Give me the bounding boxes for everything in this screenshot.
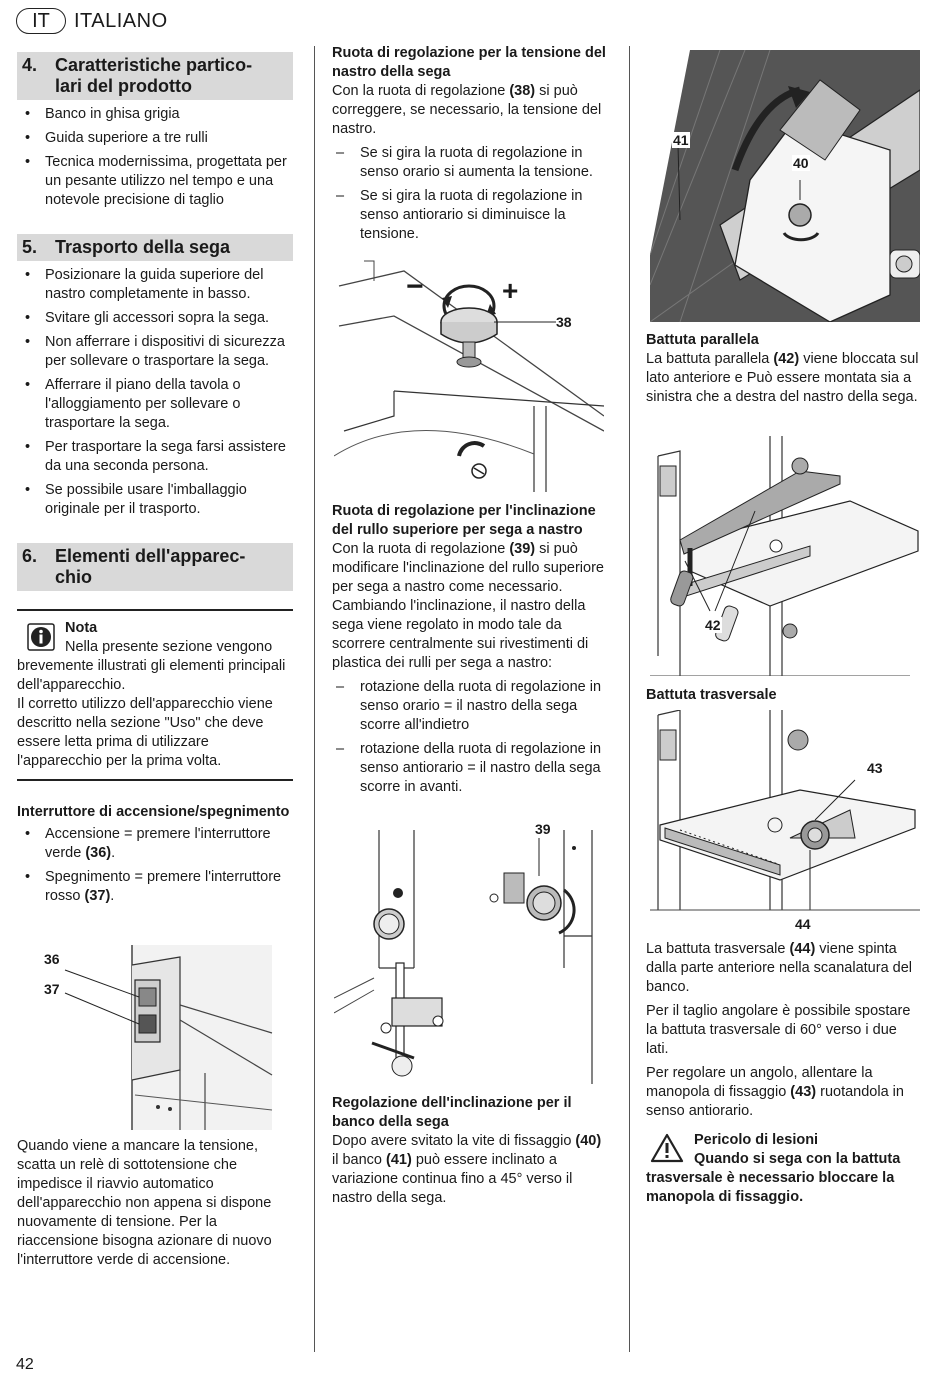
tilt-roller-list	[332, 678, 608, 797]
body-text: il banco	[332, 1152, 387, 1168]
minus-symbol: −	[406, 270, 424, 303]
body-text: viene spinta dalla parte anteriore nella scanalatura del banco.	[646, 941, 913, 995]
body-text: Con la ruota di regolazione	[332, 541, 510, 557]
list-item: – Se si gira la ruota di regolazione in senso orario si aumenta la tensione.	[332, 144, 608, 182]
section-title-line: Caratteristiche partico-	[55, 55, 253, 75]
undervoltage-paragraph: Quando viene a mancare la tensione, scatta un relè di sottotensione che impedisce il riavvio automatico dell'apparecchio non appena si dispone nuovamente di tensione. Per la riaccensione bisogna azionare di nuovo l'interruttore verde di accensione.	[17, 1138, 272, 1268]
figure-label-42: 42	[705, 617, 721, 633]
list-item: – rotazione della ruota di regolazione in senso antiorario = il nastro della sega scorre in avanti.	[332, 740, 608, 797]
item-ref: (42)	[773, 351, 800, 367]
parallel-stop-heading: Battuta parallela	[646, 332, 759, 348]
danger-warning	[646, 1131, 922, 1207]
body-text: si può modificare l'inclinazione del rullo superiore per sega a nastro come necessario. Cambiando l'inclinazione, il nastro della sega viene regolato in modo tale da scorrere centralmente sui rivestimenti di plastica dei rulli per sega a nastro:	[332, 541, 604, 671]
transport-list	[17, 266, 293, 519]
section-number: 6.	[22, 546, 38, 566]
figure-label-39: 39	[535, 821, 551, 837]
plus-symbol: +	[502, 275, 519, 306]
switch-list	[17, 825, 293, 906]
list-item	[17, 825, 293, 863]
list-item: • Tecnica modernissima, progettata per un pesante utilizzo nel tempo e una notevole precisione di taglio	[17, 153, 293, 210]
body-text: Per il taglio angolare è possibile spostare la battuta trasversale di 60° verso i due lati.	[646, 1003, 911, 1057]
section-number: 4.	[22, 55, 38, 75]
figure-label-41: 41	[673, 132, 689, 148]
language-name: ITALIANO	[74, 10, 168, 32]
parallel-stop-figure	[650, 436, 920, 676]
list-item: • Non afferrare i dispositivi di sicurezza per sollevare o trasportare la sega.	[17, 333, 293, 371]
list-item: – Se si gira la ruota di regolazione in senso antiorario si diminuisce la tensione.	[332, 187, 608, 244]
tension-wheel-figure	[334, 256, 604, 492]
list-item: • Guida superiore a tre rulli	[17, 129, 293, 148]
body-text: può essere inclinato a variazione continua fino a 45° verso il nastro della sega.	[332, 1152, 573, 1206]
item-ref: (36)	[85, 845, 112, 861]
table-tilt-heading: Regolazione dell'inclinazione per il banco della sega	[332, 1095, 572, 1130]
item-ref: (40)	[575, 1133, 602, 1149]
note-text: Nella presente sezione vengono brevemente illustrati gli elementi principali dell'apparecchio.	[17, 639, 286, 693]
list-item: – rotazione della ruota di regolazione in senso orario = il nastro della sega scorre all'indietro	[332, 678, 608, 735]
item-ref: (43)	[790, 1084, 817, 1100]
item-text: Spegnimento = premere l'interruttore rosso	[45, 869, 282, 904]
body-text: La battuta parallela	[646, 351, 774, 367]
item-ref: (39)	[509, 541, 536, 557]
section-4-heading	[17, 52, 293, 100]
danger-text: Quando si sega con la battuta trasversale è necessario bloccare la manopola di fissaggio.	[646, 1151, 901, 1205]
cross-stop-heading: Battuta trasversale	[646, 687, 777, 703]
tension-list	[332, 144, 608, 244]
list-item	[17, 868, 293, 906]
cross-stop-text	[646, 940, 922, 1207]
section-title-line: chio	[55, 567, 93, 587]
figure-label-44: 44	[795, 916, 811, 932]
body-text: Dopo avere svitato la vite di fissaggio	[332, 1133, 576, 1149]
switch-heading: Interruttore di accensione/spegnimento	[17, 804, 290, 820]
features-list	[17, 105, 293, 210]
figure-label-38: 38	[556, 314, 572, 330]
item-ref: (44)	[789, 941, 816, 957]
item-ref: (37)	[84, 888, 111, 904]
column-2-bottom	[332, 1094, 608, 1208]
note-text: Il corretto utilizzo dell'apparecchio viene descritto nella sezione "Uso" che deve essere letta prima di utilizzare l'apparecchio per la prima volta.	[17, 696, 273, 769]
section-title: Trasporto della sega	[55, 237, 231, 257]
item-ref: (41)	[386, 1152, 412, 1168]
figure-label-36: 36	[44, 951, 60, 967]
table-tilt-figure	[650, 50, 920, 322]
body-text: viene bloccata sul lato anteriore e Può essere montata sia a sinistra che a destra del nastro della sega.	[646, 351, 919, 405]
cross-stop-figure	[650, 710, 920, 932]
section-title-line: lari del prodotto	[55, 76, 192, 96]
warning-icon	[650, 1133, 684, 1163]
item-text: .	[110, 888, 115, 904]
body-text: La battuta trasversale	[646, 941, 790, 957]
body-text: si può correggere, se necessario, la tensione del nastro.	[332, 83, 602, 137]
tension-heading: Ruota di regolazione per la tensione del nastro della sega	[332, 45, 606, 80]
info-icon	[27, 623, 55, 651]
danger-title: Pericolo di lesioni	[694, 1132, 819, 1148]
section-title-line: Elementi dell'apparec-	[55, 546, 246, 566]
body-text: Con la ruota di regolazione	[332, 83, 510, 99]
section-number: 5.	[22, 237, 38, 257]
tilt-roller-heading: Ruota di regolazione per l'inclinazione del rullo superiore per sega a nastro	[332, 503, 596, 538]
language-code-badge: IT	[16, 8, 66, 34]
column-2-middle	[332, 502, 608, 802]
item-text: .	[111, 845, 116, 861]
list-item: • Posizionare la guida superiore del nastro completamente in basso.	[17, 266, 293, 304]
list-item: • Banco in ghisa grigia	[17, 105, 293, 124]
item-ref: (38)	[509, 83, 536, 99]
figure-label-37: 37	[44, 981, 60, 997]
list-item: • Se possibile usare l'imballaggio originale per il trasporto.	[17, 481, 293, 519]
column-divider	[629, 46, 630, 1352]
list-item: • Per trasportare la sega farsi assistere da una seconda persona.	[17, 438, 293, 476]
section-5-heading	[17, 234, 293, 261]
figure-label-43: 43	[867, 760, 883, 776]
note-box	[17, 609, 293, 781]
item-text: Accensione = premere l'interruttore verde	[45, 826, 271, 861]
page-number: 42	[16, 1356, 34, 1373]
roller-tilt-figure	[334, 818, 604, 1084]
column-2-top	[332, 44, 608, 249]
parallel-stop-block	[646, 331, 922, 407]
switch-figure	[40, 945, 275, 1130]
list-item: • Svitare gli accessori sopra la sega.	[17, 309, 293, 328]
figure-label-40: 40	[793, 155, 809, 171]
column-divider	[314, 46, 315, 1352]
note-title: Nota	[65, 620, 98, 636]
body-text: ruotandola in senso antiorario.	[646, 1084, 904, 1119]
list-item: • Afferrare il piano della tavola o l'alloggiamento per sollevare o trasportare la sega.	[17, 376, 293, 433]
section-6-heading	[17, 543, 293, 591]
column-1	[17, 52, 293, 911]
body-text: Per regolare un angolo, allentare la manopola di fissaggio	[646, 1065, 873, 1100]
